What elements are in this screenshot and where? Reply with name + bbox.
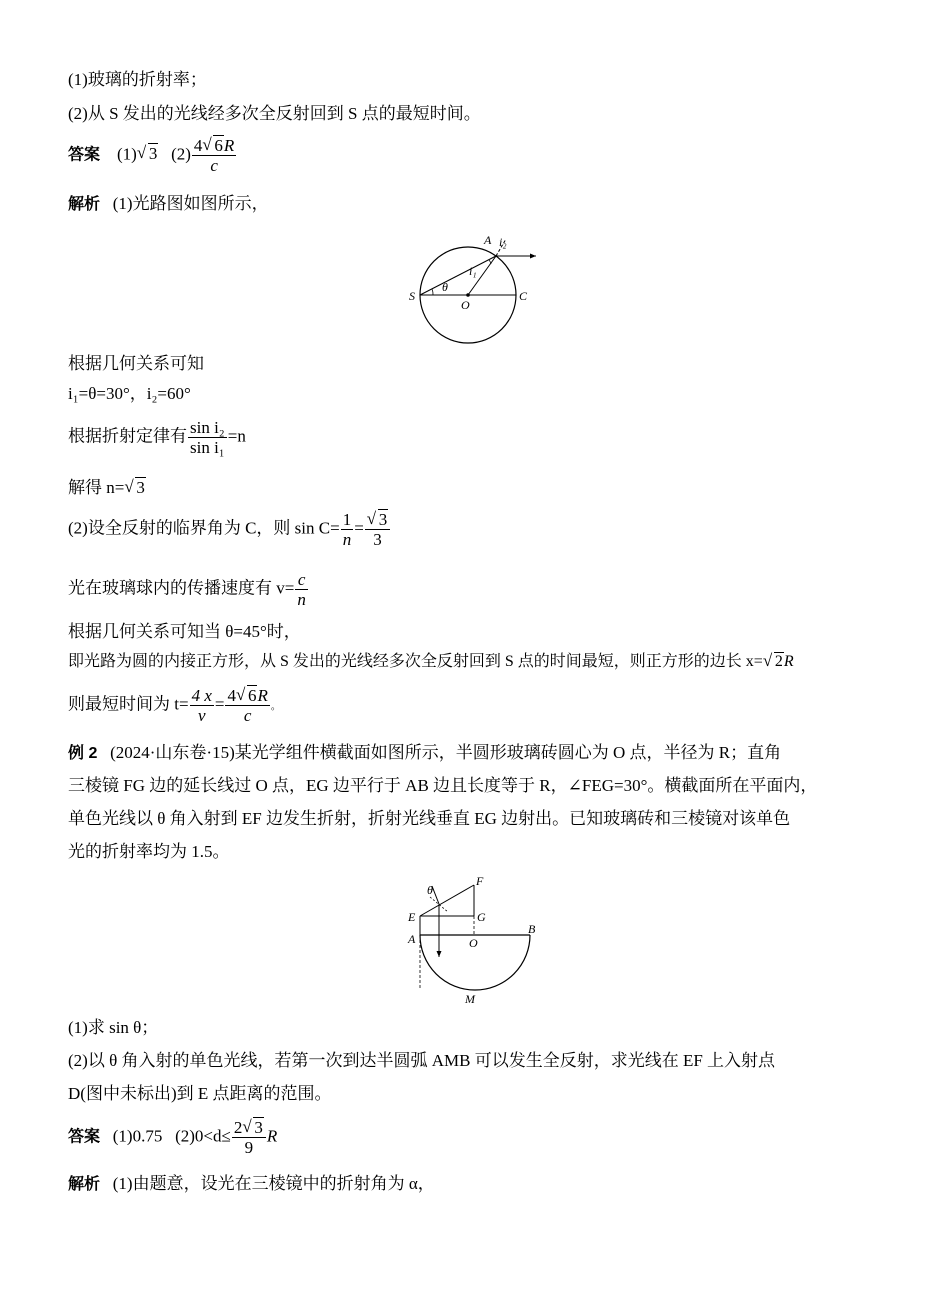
solution-2: 解析 (1)由题意，设光在三棱镜中的折射角为 α， xyxy=(68,1174,435,1193)
solution-label: 解析 xyxy=(68,1176,101,1193)
label-M: M xyxy=(465,992,475,1005)
question-2: (2)从 S 发出的光线经多次全反射回到 S 点的最短时间。 xyxy=(68,104,481,123)
ray-arrowhead xyxy=(437,951,442,957)
critical-angle: (2)设全反射的临界角为 C，则 sin C= $\frac{1}{n}$ = √ $\frac{3}{3}$ xyxy=(68,510,391,549)
label-G: G xyxy=(477,910,486,924)
answer-1-part2: (2) xyxy=(171,144,191,164)
answer-label: 答案 xyxy=(68,146,101,164)
label-C: C xyxy=(519,289,528,303)
label-O: O xyxy=(469,936,478,950)
label-i1: i₁ xyxy=(469,264,477,278)
example-label: 例 2 xyxy=(68,745,98,762)
label-theta: θ xyxy=(427,883,433,897)
speed-line: 光在玻璃球内的传播速度有 v= $\frac{c}{n}$ xyxy=(68,570,306,609)
theta-45-line: 根据几何关系可知当 θ=45°时， xyxy=(68,622,301,641)
sqrt-3: √ 3 xyxy=(137,144,159,164)
figure-1-circle-diagram xyxy=(400,225,550,350)
answer-1-part1: (1) xyxy=(117,144,137,164)
label-O: O xyxy=(461,298,470,312)
label-B: B xyxy=(528,922,536,936)
refraction-law: 根据折射定律有 $\frac{\text{sin i₂}}{\text{sin i₁}}$ =n xyxy=(68,418,246,457)
example-2-q2b: D(图中未标出)到 E 点距离的范围。 xyxy=(68,1084,332,1103)
geometry-note: 根据几何关系可知 xyxy=(68,354,204,373)
ray-sa xyxy=(420,256,496,295)
min-time-line: 则最短时间为 t= $\frac{4 x}{v}$ = $\frac{4√ 6R}{c}$ 。 xyxy=(68,686,281,725)
solution-label: 解析 xyxy=(68,196,101,213)
label-theta: θ xyxy=(442,280,448,294)
answer-1-fraction: $\frac{4√ 6R}{c}$ xyxy=(192,136,236,175)
incident-ray xyxy=(432,886,439,904)
example-2-line3: 单色光线以 θ 角入射到 EF 边发生折射，折射光线垂直 EG 边射出。已知玻璃砖和三棱镜对该单色 xyxy=(68,809,791,828)
answer-2: 答案 (1)0.75 (2)0<d≤ $\frac{2√ 3}{9}$ R xyxy=(68,1118,277,1157)
figure-2-prism-diagram xyxy=(402,872,547,1005)
label-E: E xyxy=(408,910,416,924)
angles-line: i₁=θ=30°，i₂=60° xyxy=(68,384,191,403)
solution-1-intro-text: (1)光路图如图所示， xyxy=(112,194,269,213)
square-line: 即光路为圆的内接正方形，从 S 发出的光线经多次全反射回到 S 点的时间最短，则正方形的边长 x=√ 2R xyxy=(68,652,794,672)
example-2-line2: 三棱镜 FG 边的延长线过 O 点，EG 边平行于 AB 边且长度等于 R，∠FEG=30°。横截面所在平面内， xyxy=(68,776,818,795)
answer-label: 答案 xyxy=(68,1128,101,1146)
label-S: S xyxy=(409,289,415,303)
arrowhead xyxy=(530,254,536,259)
example-2-line1: 例 2 (2024·山东卷·15)某光学组件横截面如图所示，半圆形玻璃砖圆心为 O 点，半径为 R；直角 xyxy=(68,743,782,762)
example-2-line4: 光的折射率均为 1.5。 xyxy=(68,842,230,861)
label-A: A xyxy=(484,233,492,247)
solve-n: 解得 n=√ 3 xyxy=(68,478,146,498)
label-F: F xyxy=(476,874,484,888)
answer-1 xyxy=(68,136,237,175)
label-i2: i₂ xyxy=(499,235,507,249)
center-dot xyxy=(466,293,470,297)
sqrt-3: √ 3 xyxy=(124,478,146,498)
label-A: A xyxy=(408,932,416,946)
example-2-q2a: (2)以 θ 角入射的单色光线，若第一次到达半圆弧 AMB 可以发生全反射，求光线在 EF 上入射点 xyxy=(68,1051,776,1070)
question-1: (1)玻璃的折射率； xyxy=(68,70,207,89)
sin-ratio: $\frac{\text{sin i₂}}{\text{sin i₁}}$ xyxy=(190,418,225,457)
solution-1-intro xyxy=(68,194,269,215)
example-2-q1: (1)求 sin θ； xyxy=(68,1018,159,1037)
